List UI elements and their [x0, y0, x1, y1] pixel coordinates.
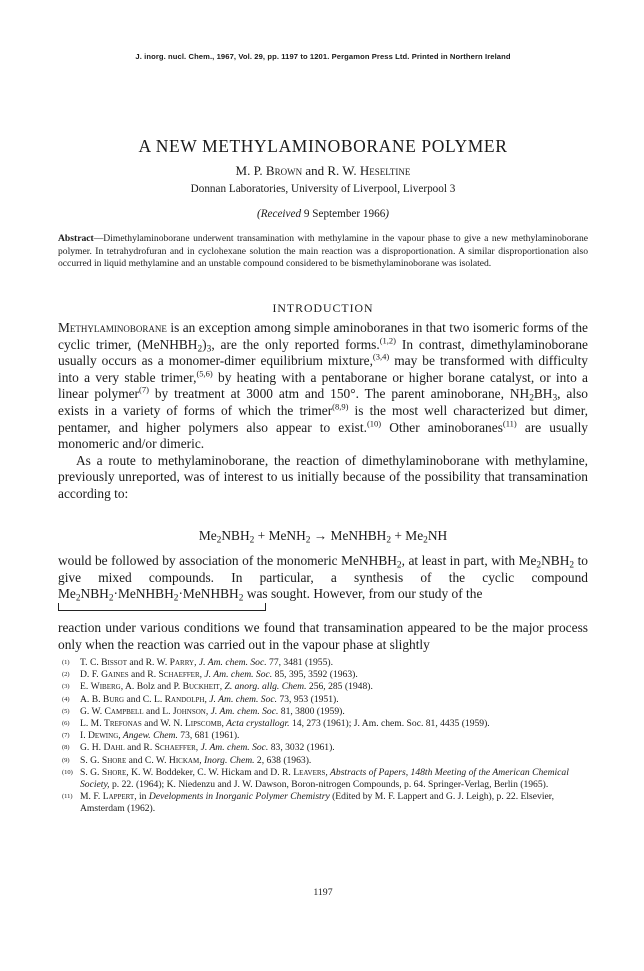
received-day-month: 9 September	[303, 208, 361, 220]
text-run: In contrast, dimethylaminoborane usually occurs as a monomer-dimer equilibrium mixture,	[58, 336, 588, 369]
reference-text: and W. N.	[141, 718, 185, 730]
citation-ref: (1,2)	[379, 335, 396, 346]
reference-author: Parry	[169, 657, 195, 668]
citation-ref: (10)	[366, 418, 382, 429]
subscript: 2	[305, 535, 311, 546]
reference-entry	[58, 669, 588, 681]
text-run: by heating with a pentaborane or higher borane catalyst, or into a linear polymer	[58, 369, 588, 402]
subscript: 2	[396, 560, 402, 571]
subscript: 2	[536, 560, 542, 571]
eq-term: → MeNHBH	[310, 528, 387, 543]
author-and: and	[302, 163, 328, 178]
reference-author: Shore	[101, 754, 127, 766]
text-run: ·MeNHBH	[113, 586, 174, 602]
reference-details: 73, 953 (1951).	[277, 693, 339, 705]
subscript: 2	[569, 560, 575, 571]
text-run: BH	[533, 386, 553, 402]
text-run: by treatment at 3000 atm and 150°. The parent aminoborane, NH	[148, 386, 530, 402]
reference-initials: S. G.	[80, 766, 102, 778]
subscript: 2	[529, 393, 534, 404]
author-1-initials: M. P.	[235, 163, 266, 178]
eq-term: + Me	[391, 528, 424, 543]
reference-journal: , J. Am. chem. Soc.	[199, 669, 273, 681]
citation-ref: (11)	[502, 418, 517, 429]
reference-author: Campbell	[104, 705, 144, 717]
abstract-text: —Dimethylaminoborane underwent transamination with methylamine in the vapour phase to give a new methylaminoborane polymer. In tetrahydrofuran and in cyclohexane solution the main reaction was a disproportionation. A similar disproportionation also occurred in liquid methylamine and an unstable compound considered to be bismethylaminoborane was isolated.	[58, 233, 588, 270]
reference-author: Randolph	[164, 693, 205, 705]
reference-initials: G. W.	[80, 705, 105, 717]
reference-author: Schaeffer	[154, 742, 196, 754]
reference-details: 83, 3032 (1961).	[268, 742, 335, 754]
reference-details: 14, 273 (1961); J. Am. chem. Soc. 81, 4435 (1959).	[289, 718, 490, 730]
reference-details: 85, 395, 3592 (1963).	[272, 669, 358, 681]
text-run: , at least in part, with Me	[401, 553, 537, 568]
reference-entry	[58, 742, 588, 754]
author-line	[58, 163, 588, 179]
subscript: 3	[552, 393, 558, 404]
received-year: 1966	[362, 208, 386, 220]
subscript: 2	[108, 593, 114, 604]
reference-text: and C. L.	[124, 693, 165, 705]
eq-term: Me	[198, 528, 217, 543]
section-heading-introduction: INTRODUCTION	[272, 301, 374, 315]
author-2-initials: R. W.	[327, 163, 360, 178]
reference-number: (9)	[62, 756, 70, 764]
reference-initials: S. G.	[80, 754, 102, 766]
reference-text: and L.	[143, 705, 173, 717]
reference-initials: L. M.	[80, 718, 104, 730]
reference-author: Trefonas	[103, 718, 142, 730]
reference-journal: Developments in Inorganic Polymer Chemistry	[148, 791, 330, 803]
text-run: Other aminoboranes	[381, 419, 503, 435]
subscript: 2	[216, 535, 222, 546]
eq-term: NBH	[221, 528, 250, 543]
reference-details: 73, 681 (1961).	[177, 730, 240, 742]
text-run: is an exception among simple aminoboranes in that two isomeric forms of the cyclic trimer, (MeNHBH	[58, 320, 588, 352]
reference-initials: I.	[80, 730, 88, 742]
reference-text: and R.	[124, 742, 155, 754]
text-run: was sought. However, from our study of the	[243, 586, 483, 602]
subscript: 2	[173, 593, 179, 604]
received-date: (Received 9 September 1966)	[256, 208, 390, 220]
reference-text: , K. W. Boddeker, C. W. Hickam and D. R.	[126, 766, 294, 778]
reference-author: Gaines	[101, 669, 129, 681]
reference-journal: , Acta crystallogr.	[221, 718, 290, 730]
reference-number: (5)	[62, 707, 70, 715]
reference-text: , A. Bolz and P.	[120, 681, 183, 693]
text-run: to give mixed compounds. In particular, a synthesis of the cyclic compound Me	[58, 553, 588, 602]
eq-term: + MeNH	[254, 528, 306, 543]
reference-text: and R.	[128, 669, 159, 681]
received-label: Received	[260, 208, 302, 220]
reference-number: (11)	[62, 793, 73, 801]
eq-term: NH	[427, 528, 448, 543]
text-run: )	[202, 336, 207, 352]
reference-initials: G. H.	[80, 742, 104, 754]
page-number: 1197	[313, 887, 333, 898]
reference-initials: A. B.	[80, 693, 103, 705]
introduction-text	[58, 320, 588, 503]
reference-text: and R. W.	[127, 657, 170, 668]
reference-author: Dewing	[88, 730, 119, 742]
article-title: A NEW METHYLAMINOBORANE POLYMER	[138, 136, 508, 156]
reference-number: (10)	[62, 768, 73, 776]
reference-journal: , Abstracts of Papers, 148th Meeting of the American Chemical Society,	[80, 766, 569, 791]
subscript: 2	[423, 535, 428, 546]
lead-word: Methylaminoborane	[58, 320, 167, 335]
reference-author: Leavers	[293, 766, 326, 778]
text-run: are usually monomeric and/or dimeric.	[58, 419, 588, 452]
reference-journal: , J. Am. chem. Soc.	[194, 657, 267, 668]
paragraph	[58, 553, 588, 603]
reference-journal: , Inorg. Chem.	[199, 754, 255, 766]
reaction-equation	[58, 528, 588, 544]
text-run: , are the only reported forms.	[211, 336, 380, 352]
subscript: 2	[386, 535, 392, 546]
text-run: NBH	[80, 586, 109, 602]
subscript: 2	[75, 593, 81, 604]
reference-entry	[58, 730, 588, 742]
citation-ref: (8,9)	[332, 401, 349, 412]
reference-author: Shore	[101, 766, 127, 778]
reference-author: Johnson	[172, 705, 206, 717]
affiliation: Donnan Laboratories, University of Liverpool, Liverpool 3	[190, 183, 456, 195]
journal-citation-line: J. inorg. nucl. Chem., 1967, Vol. 29, pp. 1197 to 1201. Pergamon Press Ltd. Printed in Northern Ireland	[135, 52, 511, 61]
reference-details: 256, 285 (1948).	[306, 681, 373, 693]
citation-ref: (7)	[139, 384, 149, 395]
text-run: is the most well characterized but dimer, pentamer, and higher polymers also appear to exist.	[58, 402, 588, 435]
reference-entry	[58, 706, 588, 718]
reference-number: (1)	[62, 659, 70, 666]
text-run: , also exists in a variety of forms of which the trimer	[58, 386, 588, 418]
reference-details: 77, 3481 (1955).	[266, 657, 333, 668]
reference-text: , in	[134, 791, 149, 803]
reference-number: (6)	[62, 720, 70, 728]
reference-entry	[58, 718, 588, 730]
reference-author: Hickam	[168, 754, 200, 766]
citation-ref: (3,4)	[372, 351, 390, 362]
subscript: 2	[249, 535, 255, 546]
reference-entry	[58, 694, 588, 706]
reference-details: 81, 3800 (1959).	[278, 705, 345, 717]
abstract	[58, 233, 588, 271]
reference-initials: E.	[80, 681, 91, 693]
reference-journal: , Z. anorg. allg. Chem.	[219, 681, 307, 693]
paragraph: As a route to methylaminoborane, the reaction of dimethylaminoborane with methylamine, previously unreported, was of interest to us initially because of the possibility that transamination according to:	[58, 452, 588, 501]
reference-author: Lipscomb	[184, 718, 222, 730]
reference-text: and C. W.	[126, 754, 169, 766]
reference-journal: , J. Am. chem. Soc.	[205, 705, 279, 717]
reference-details: (Edited by M. F. Lappert and G. J. Leigh), p. 22. Elsevier, Amsterdam (1962).	[80, 791, 554, 815]
reference-author: Wiberg	[90, 681, 121, 693]
text-run: NBH	[541, 553, 570, 568]
reference-entry	[58, 791, 588, 815]
author-2-surname: Heseltine	[359, 163, 411, 178]
paragraph	[58, 320, 588, 453]
body-paragraph	[58, 553, 588, 603]
abstract-label: Abstract	[58, 233, 94, 244]
reference-journal: , J. Am. chem. Soc.	[204, 693, 278, 705]
text-run: ·MeNHBH	[178, 586, 239, 602]
subscript: 2	[197, 343, 203, 354]
subscript: 3	[206, 343, 212, 354]
reference-author: Dahl	[103, 742, 125, 754]
reference-number: (4)	[62, 695, 70, 703]
reference-details: 2, 638 (1963).	[254, 754, 312, 766]
references-footnotes	[58, 657, 588, 816]
citation-ref: (5,6)	[196, 368, 213, 379]
reference-author: Bissot	[101, 657, 127, 668]
reference-number: (2)	[62, 671, 70, 679]
reference-journal: , Angew. Chem.	[118, 730, 178, 742]
reference-author: Lappert	[102, 791, 135, 803]
reference-initials: M. F.	[80, 791, 103, 803]
ring-bracket	[58, 603, 266, 611]
reference-entry	[58, 657, 588, 669]
reference-number: (3)	[62, 683, 70, 691]
reference-author: Buckheit	[182, 681, 220, 693]
text-run: would be followed by association of the monomeric MeNHBH	[58, 553, 397, 568]
author-1-surname: Brown	[265, 163, 303, 178]
reference-author: Burg	[102, 693, 125, 705]
reference-entry	[58, 767, 588, 791]
reference-journal: , J. Am. chem. Soc.	[195, 742, 269, 754]
reference-details: p. 22. (1964); K. Niedenzu and J. W. Dawson, Boron-nitrogen Compounds, p. 64. Springer-Verlag, Berlin (1965).	[109, 779, 549, 791]
reference-entry	[58, 681, 588, 693]
subscript: 2	[238, 593, 244, 604]
reference-number: (8)	[62, 744, 70, 752]
text-run: may be transformed with difficulty into a very stable trimer,	[58, 353, 588, 385]
reference-initials: D. F.	[80, 669, 102, 681]
paragraph: reaction under various conditions we found that transamination appeared to be the major process only when the reaction was carried out in the vapour phase at slightly	[58, 620, 588, 652]
reference-initials: T. C.	[80, 657, 102, 668]
reference-number: (7)	[62, 732, 70, 740]
reference-entry	[58, 755, 588, 767]
body-paragraph	[58, 620, 588, 653]
reference-author: Schaeffer	[158, 669, 200, 681]
